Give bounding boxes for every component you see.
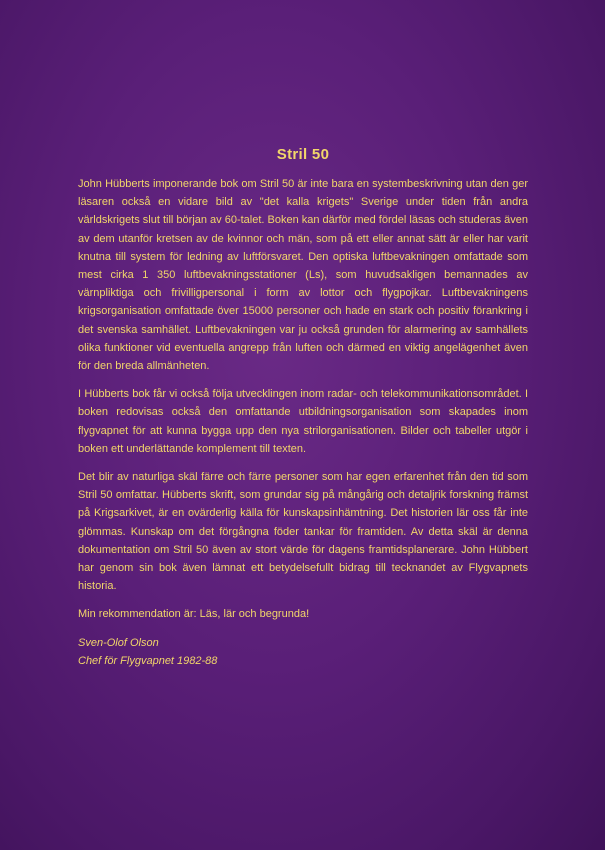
page-title: Stril 50 [276, 146, 330, 163]
paragraph-3: Det blir av naturliga skäl färre och färre personer som har egen erfarenhet från den tid som Stril 50 omfattar. Hübberts skrift, som grundar sig på mångårig och detaljrik forskning främst på Krigsarkivet, är en ovärderlig källa för kunskapsinhämtning. Det historien lär oss får inte glömmas. Kunskap om det förgångna föder tankar för framtiden. Av detta skäl är denna dokumentation om Stril 50 även av stort värde för dagens framtidsplanerare. John Hübbert har genom sin bok även lämnat ett betydelsefullt bidrag till tecknandet av Flygvapnets historia. [78, 471, 528, 593]
signature-name: Sven-Olof Olson [78, 636, 159, 649]
paragraph-4: Min rekommendation är: Läs, lär och begrunda! [78, 608, 310, 621]
signature-role: Chef för Flygvapnet 1982-88 [78, 654, 218, 667]
paragraph-1: John Hübberts imponerande bok om Stril 50 är inte bara en systembeskrivning utan den ger läsaren också en vidare bild av "det kalla krigets" Sverige under tiden från andra världskrigets slut till början av 60-talet. Boken kan därför med fördel läsas och studeras även av dem utanför kretsen av de kvinnor och män, som på ett eller annat sätt är eller har varit knutna till system för ledning av luftförsvaret. Den optiska luftbevakningen omfattade som mest cirka 1 350 luftbevakningsstationer (Ls), som huvudsakligen bemannades av värnpliktiga och frivilligpersonal i form av lottor och flygpojkar. Luftbevakningens krigsorganisation omfattade över 15000 personer och hade en stark och positiv förankring i det svenska samhället. Luftbevakningen var ju också grunden för alarmering av samhällets olika funktioner vid eventuella angrepp från luften och därmed en viktig angelägenhet även för den breda allmänheten. [78, 178, 529, 373]
signature-block [78, 634, 528, 670]
paragraph-2: I Hübberts bok får vi också följa utvecklingen inom radar- och telekommunikationsområdet. I boken redovisas också den omfattande utbildningsorganisation som skapades inom flygvapnet för att kunna bygga upp den nya strilorganisationen. Bilder och tabeller utgör i boken ett underlättande komplement till texten. [78, 388, 528, 455]
document-page [78, 146, 528, 670]
